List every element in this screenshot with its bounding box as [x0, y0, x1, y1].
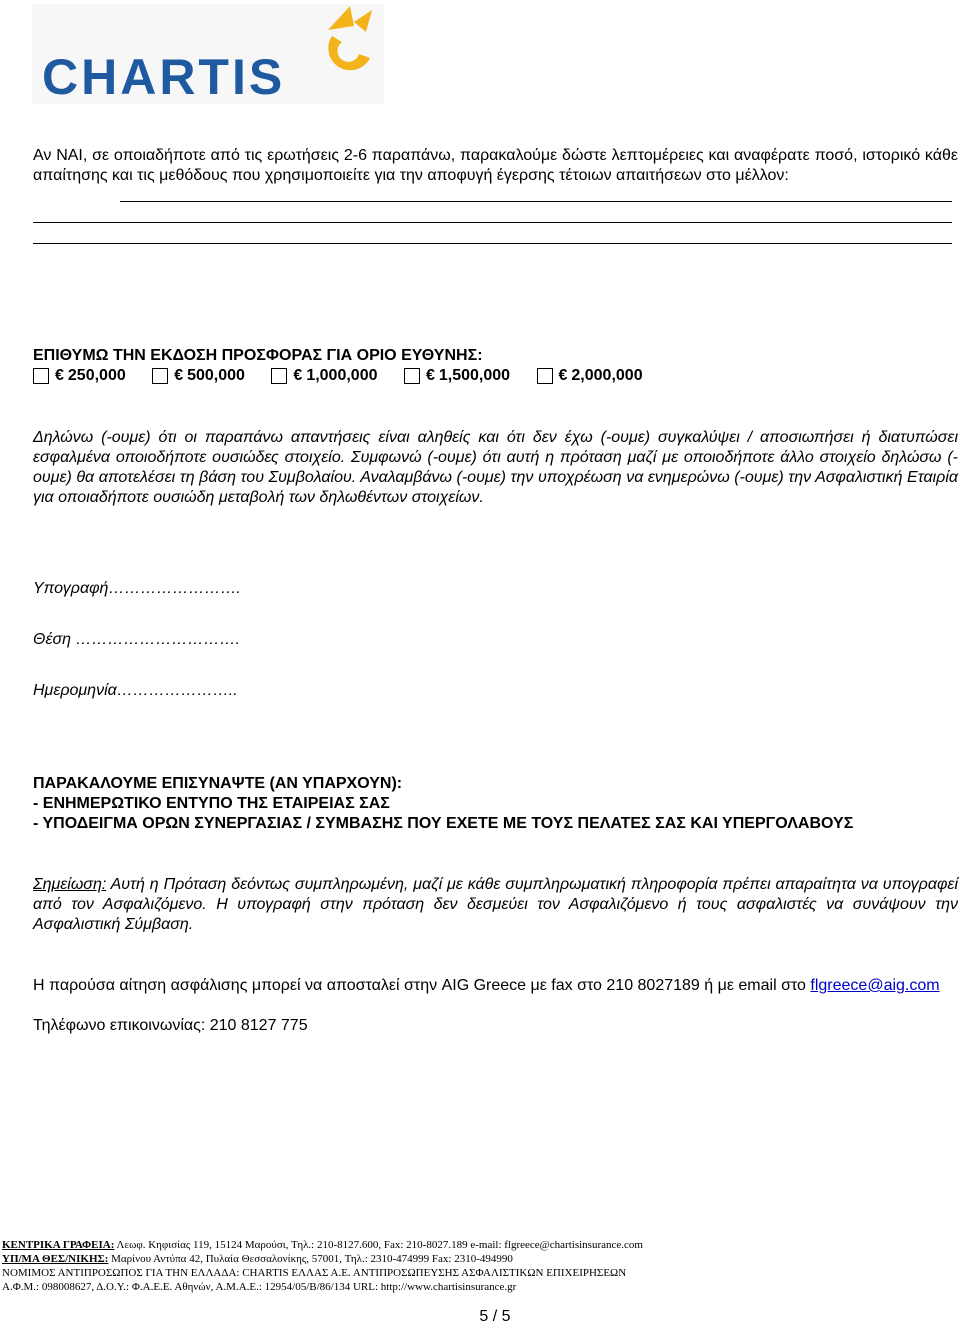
limit-value: 250,000 [67, 367, 126, 384]
checkbox[interactable] [152, 368, 168, 384]
footer-hq-text: Λεωφ. Κηφισίας 119, 15124 Μαρούσι, Τηλ.: 210-8127.600, Fax: 210-8027.189 e-mail: flgreece@chartisinsurance.com [114, 1239, 643, 1251]
logo-wordmark: CHARTIS [42, 49, 286, 104]
checkbox[interactable] [537, 368, 553, 384]
footer-registry: Α.Φ.Μ.: 098008627, Δ.Ο.Υ.: Φ.Α.Ε.Ε. Αθηνών, Α.Μ.Α.Ε.: 12954/05/Β/86/134 URL: http://www.chartisinsurance.gr [2, 1281, 517, 1293]
footer-branch [2, 1252, 513, 1266]
euro-sign: € [558, 367, 568, 384]
checkbox[interactable] [404, 368, 420, 384]
limit-value: 1,000,000 [306, 367, 378, 384]
limit-value: 1,500,000 [438, 367, 511, 384]
declaration-part-2: Συμφωνώ (-ουμε) ότι αυτή η πρόταση μαζί με οποιοδήποτε άλλο στοιχείο δηλώσω (-ουμε) θα αποτελέσει τη βάση του Συμβολαίου. [33, 449, 959, 486]
answer-line-1[interactable] [120, 201, 952, 202]
limit-value: 500,000 [187, 367, 245, 384]
declaration-part-3: Αναλαμβάνω (-ουμε) την υποχρέωση να ενημερώνω (-ουμε) την Ασφαλιστική Εταιρία για οποιαδήποτε ουσιώδη μεταβολή των δηλωθέντων στοιχείων. [33, 469, 958, 506]
attachment-item: - ΥΠΟΔΕΙΓΜΑ ΟΡΩΝ ΣΥΝΕΡΓΑΣΙΑΣ / ΣΥΜΒΑΣΗΣ ΠΟΥ ΕΧΕΤΕ ΜΕ ΤΟΥΣ ΠΕΛΑΤΕΣ ΣΑΣ ΚΑΙ ΥΠΕΡΓΟΛΑΒΟΥΣ [33, 815, 854, 832]
limit-value: 2,000,000 [571, 367, 643, 384]
euro-sign: € [425, 367, 435, 384]
limit-option-1500000[interactable] [404, 367, 510, 385]
checkbox[interactable] [271, 368, 287, 384]
answer-line-2[interactable] [33, 222, 952, 223]
position-field[interactable]: Θέση …………………………. [33, 631, 240, 648]
liability-limit-title: ΕΠΙΘΥΜΩ ΤΗΝ ΕΚΔΟΣΗ ΠΡΟΣΦΟΡΑΣ ΓΙΑ ΟΡΙΟ ΕΥΘΥΝΗΣ: [33, 347, 483, 364]
chartis-logo [32, 4, 384, 104]
limit-option-500000[interactable] [152, 367, 245, 385]
note-label: Σημείωση: [33, 876, 107, 893]
email-link[interactable]: flgreece@aig.com [810, 977, 940, 994]
limit-option-2000000[interactable] [537, 367, 643, 385]
declaration-part-1: Δηλώνω (-ουμε) ότι οι παραπάνω απαντήσεις είναι αληθείς και ότι δεν έχω (-ουμε) συγκαλύψει / αποσιωπήσει ή διατυπώσει εσφαλμένα οποιοδήποτε ουσιώδες στοιχείο. [33, 429, 958, 466]
note-paragraph [33, 875, 958, 935]
footer-branch-label: ΥΠ/ΜΑ ΘΕΣ/ΝΙΚΗΣ: [2, 1253, 109, 1265]
date-field[interactable]: Ημερομηνία………………….. [33, 682, 238, 699]
contact-phone: Τηλέφωνο επικοινωνίας: 210 8127 775 [33, 1017, 308, 1034]
footer-hq [2, 1238, 643, 1252]
note-text: Αυτή η Πρόταση δεόντως συμπληρωμένη, μαζί με κάθε συμπληρωματική πληροφορία πρέπει απαραίτητα να υπογραφεί από τον Ασφαλιζόμενο. Η υπογραφή στην πρόταση δεν δεσμεύει τον Ασφαλιζόμενο ή τους ασφαλιστές να συνάψουν την Ασφαλιστική Σύμβαση. [33, 876, 958, 933]
attachment-item: - ΕΝΗΜΕΡΩΤΙΚΟ ΕΝΤΥΠΟ ΤΗΣ ΕΤΑΙΡΕΙΑΣ ΣΑΣ [33, 795, 390, 812]
euro-sign: € [174, 367, 184, 384]
page-number: 5 / 5 [479, 1308, 511, 1325]
declaration-paragraph [33, 428, 958, 508]
euro-sign: € [293, 367, 303, 384]
attachments-section [33, 774, 853, 834]
answer-line-3[interactable] [33, 243, 952, 244]
contact-text: Η παρούσα αίτηση ασφάλισης μπορεί να αποσταλεί στην AIG Greece με fax στο 210 8027189 ή με email στο [33, 977, 806, 994]
footer-branch-text: Μαρίνου Αντύπα 42, Πυλαία Θεσσαλονίκης, 57001, Τηλ.: 2310-474999 Fax: 2310-494990 [108, 1253, 513, 1265]
claims-details-question: Αν ΝΑΙ, σε οποιαδήποτε από τις ερωτήσεις 2-6 παραπάνω, παρακαλούμε δώστε λεπτομέρειες και αναφέρατε ποσό, ιστορικό κάθε απαίτησης και τις μεθόδους που χρησιμοποιείτε για την αποφυγή έγερσης τέτοιων απαιτήσεων στο μέλλον: [33, 147, 958, 184]
checkbox[interactable] [33, 368, 49, 384]
limit-option-250000[interactable] [33, 367, 126, 385]
euro-sign: € [55, 367, 64, 384]
liability-limit-options [33, 367, 665, 389]
footer-hq-label: ΚΕΝΤΡΙΚΑ ΓΡΑΦΕΙΑ: [2, 1239, 115, 1251]
signature-field[interactable]: Υπογραφή……………………. [33, 580, 241, 597]
contact-paragraph [33, 976, 958, 996]
footer-legal-rep: ΝΟΜΙΜΟΣ ΑΝΤΙΠΡΟΣΩΠΟΣ ΓΙΑ ΤΗΝ ΕΛΛΑΔΑ: CHARTIS ΕΛΛΑΣ Α.Ε. ΑΝΤΙΠΡΟΣΩΠΕΥΣΗΣ ΑΣΦΑΛΙΣΤΙΚΩΝ ΕΠΙΧΕΙΡΗΣΕΩΝ [2, 1267, 627, 1279]
limit-option-1000000[interactable] [271, 367, 377, 385]
attachments-title: ΠΑΡΑΚΑΛΟΥΜΕ ΕΠΙΣΥΝΑΨΤΕ (ΑΝ ΥΠΑΡΧΟΥΝ): [33, 775, 403, 792]
